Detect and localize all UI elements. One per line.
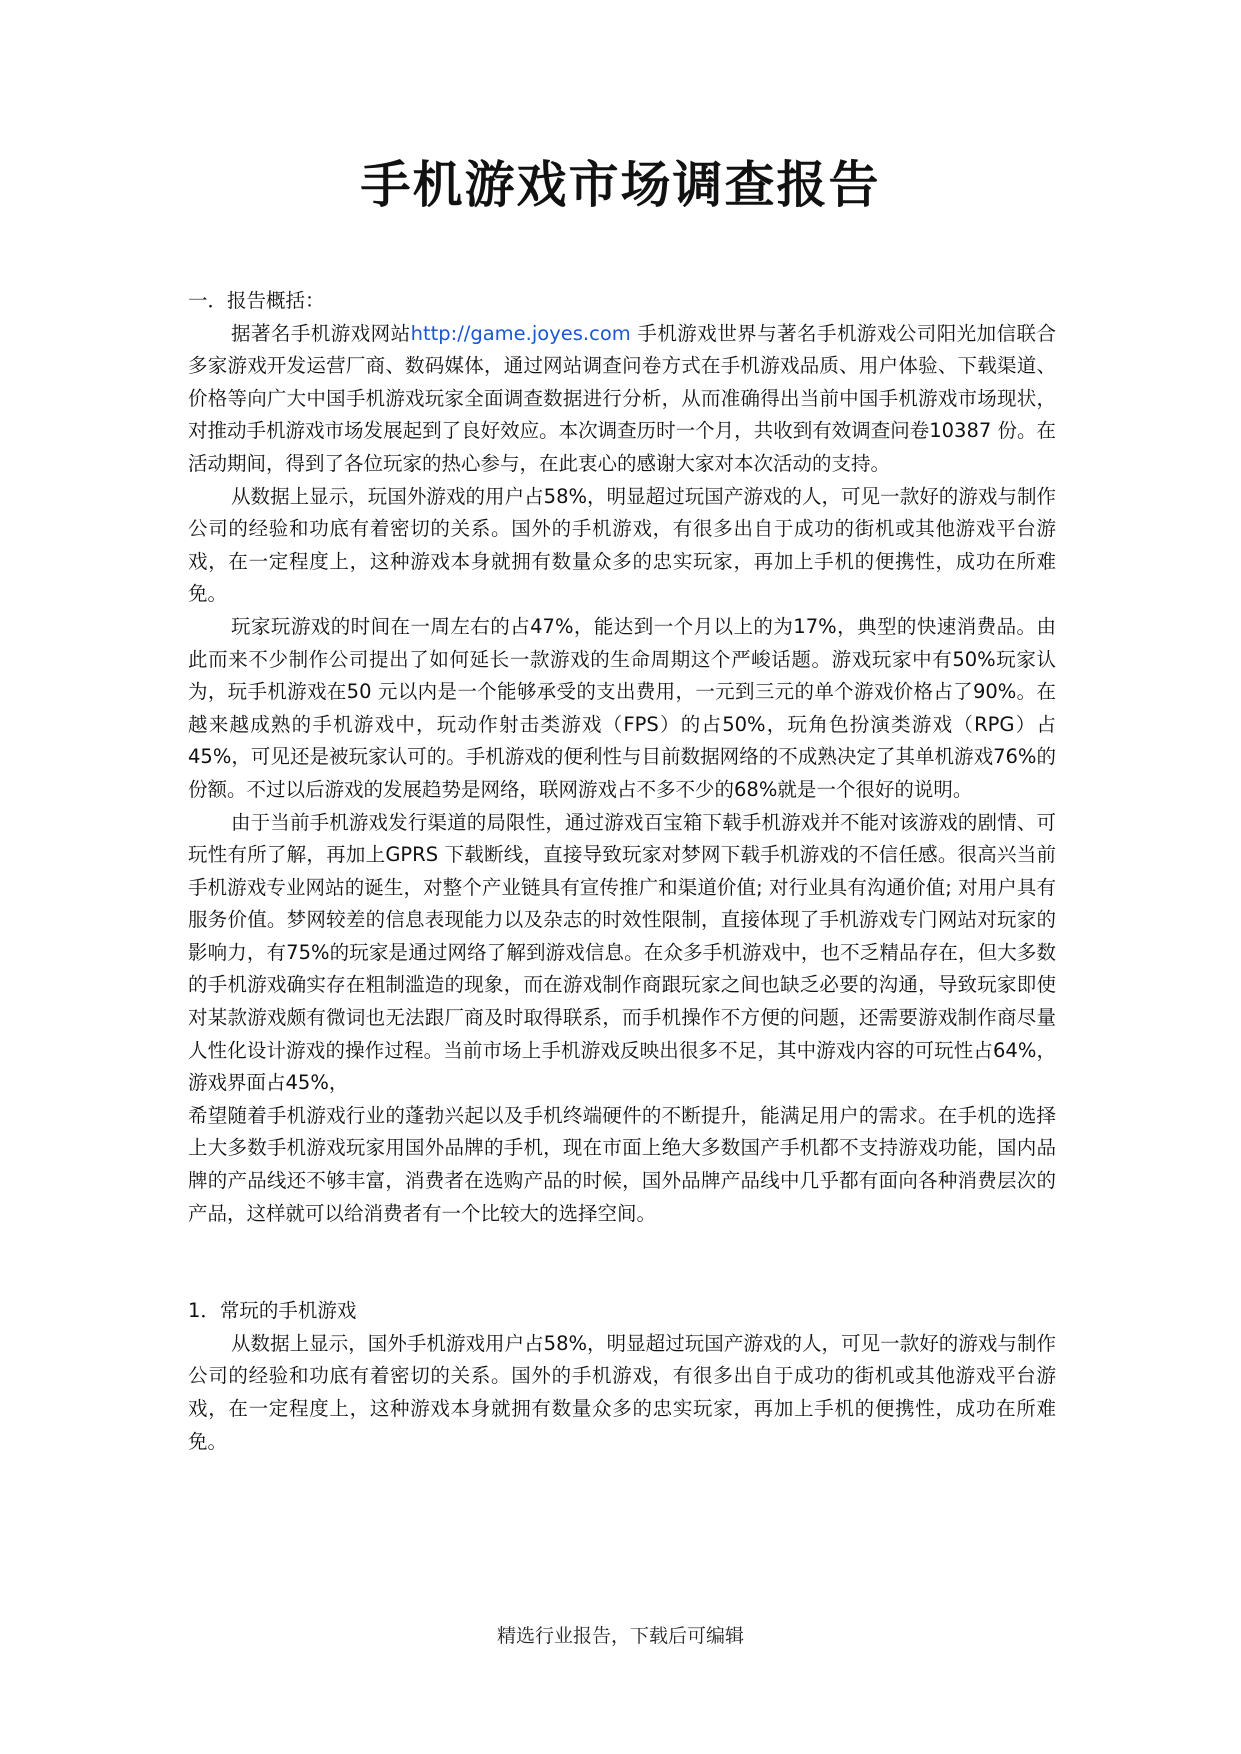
paragraph-channels: 由于当前手机游戏发行渠道的局限性，通过游戏百宝箱下载手机游戏并不能对该游戏的剧情、可玩性有所了解，再加上GPRS 下载断线，直接导致玩家对梦网下载手机游戏的不信任感。很高兴当前手机游戏专业网站的诞生，对整个产业链具有宣传推广和渠道价值; 对行业具有沟通价值; 对用户具有服务价值。梦网较差的信息表现能力以及杂志的时效性限制，直接体现了手机游戏专门网站对玩家的影响力，有75%的玩家是通过网络了解到游戏信息。在众多手机游戏中，也不乏精品存在，但大多数的手机游戏确实存在粗制滥造的现象，而在游戏制作商跟玩家之间也缺乏必要的沟通，导致玩家即使对某款游戏颇有微词也无法跟厂商及时取得联系，而手机操作不方便的问题，还需要游戏制作商尽量人性化设计游戏的操作过程。当前市场上手机游戏反映出很多不足，其中游戏内容的可玩性占64%，游戏界面占45%， bbox=[188, 810, 1056, 1095]
paragraph-play-time: 玩家玩游戏的时间在一周左右的占47%，能达到一个月以上的为17%，典型的快速消费品。由此而来不少制作公司提出了如何延长一款游戏的生命周期这个严峻话题。游戏玩家中有50%玩家认为，玩手机游戏在50 元以内是一个能够承受的支出费用，一元到三元的单个游戏价格占了90%。在越来越成熟的手机游戏中，玩动作射击类游戏（FPS）的占50%，玩角色扮演类游戏（RPG）占45%，可见还是被玩家认可的。手机游戏的便利性与目前数据网络的不成熟决定了其单机游戏76%的份额。不过以后游戏的发展趋势是网络，联网游戏占不多不少的68%就是一个很好的说明。 bbox=[188, 614, 1056, 801]
intro-text-after-link: 手机游戏世界与著名手机游戏公司阳光加信联合多家游戏开发运营厂商、数码媒体，通过网站调查问卷方式在手机游戏品质、用户体验、下载渠道、价格等向广大中国手机游戏玩家全面调查数据进行分析，从而准确得出当前中国手机游戏市场现状，对推动手机游戏市场发展起到了良好效应。本次调查历时一个月，共收到有效调查问卷10387 份。在活动期间，得到了各位玩家的热心参与，在此衷心的感谢大家对本次活动的支持。 bbox=[188, 321, 1056, 475]
intro-text-before-link: 据著名手机游戏网站 bbox=[231, 321, 411, 345]
paragraph-common-games: 从数据上显示，国外手机游戏用户占58%，明显超过玩国产游戏的人，可见一款好的游戏与制作公司的经验和功底有着密切的关系。国外的手机游戏，有很多出自于成功的街机或其他游戏平台游戏，在一定程度上，这种游戏本身就拥有数量众多的忠实玩家，再加上手机的便携性，成功在所难免。 bbox=[188, 1331, 1056, 1453]
page-footer: 精选行业报告，下载后可编辑 bbox=[496, 1625, 744, 1647]
document-body bbox=[188, 285, 1056, 1458]
website-link[interactable]: http://game.joyes.com bbox=[410, 321, 631, 345]
section-heading-common-games: 1．常玩的手机游戏 bbox=[188, 1299, 357, 1323]
section-heading-summary: 一．报告概括： bbox=[188, 289, 325, 312]
paragraph-intro bbox=[188, 318, 1056, 481]
section-spacer bbox=[188, 1230, 1056, 1295]
document-title: 手机游戏市场调查报告 bbox=[360, 156, 881, 214]
paragraph-foreign-games: 从数据上显示，玩国外游戏的用户占58%，明显超过玩国产游戏的人，可见一款好的游戏与制作公司的经验和功底有着密切的关系。国外的手机游戏，有很多出自于成功的街机或其他游戏平台游戏，在一定程度上，这种游戏本身就拥有数量众多的忠实玩家，再加上手机的便携性，成功在所难免。 bbox=[188, 484, 1056, 606]
paragraph-hardware: 希望随着手机游戏行业的蓬勃兴起以及手机终端硬件的不断提升，能满足用户的需求。在手机的选择上大多数手机游戏玩家用国外品牌的手机，现在市面上绝大多数国产手机都不支持游戏功能，国内品牌的产品线还不够丰富，消费者在选购产品的时候，国外品牌产品线中几乎都有面向各种消费层次的产品，这样就可以给消费者有一个比较大的选择空间。 bbox=[188, 1103, 1056, 1225]
